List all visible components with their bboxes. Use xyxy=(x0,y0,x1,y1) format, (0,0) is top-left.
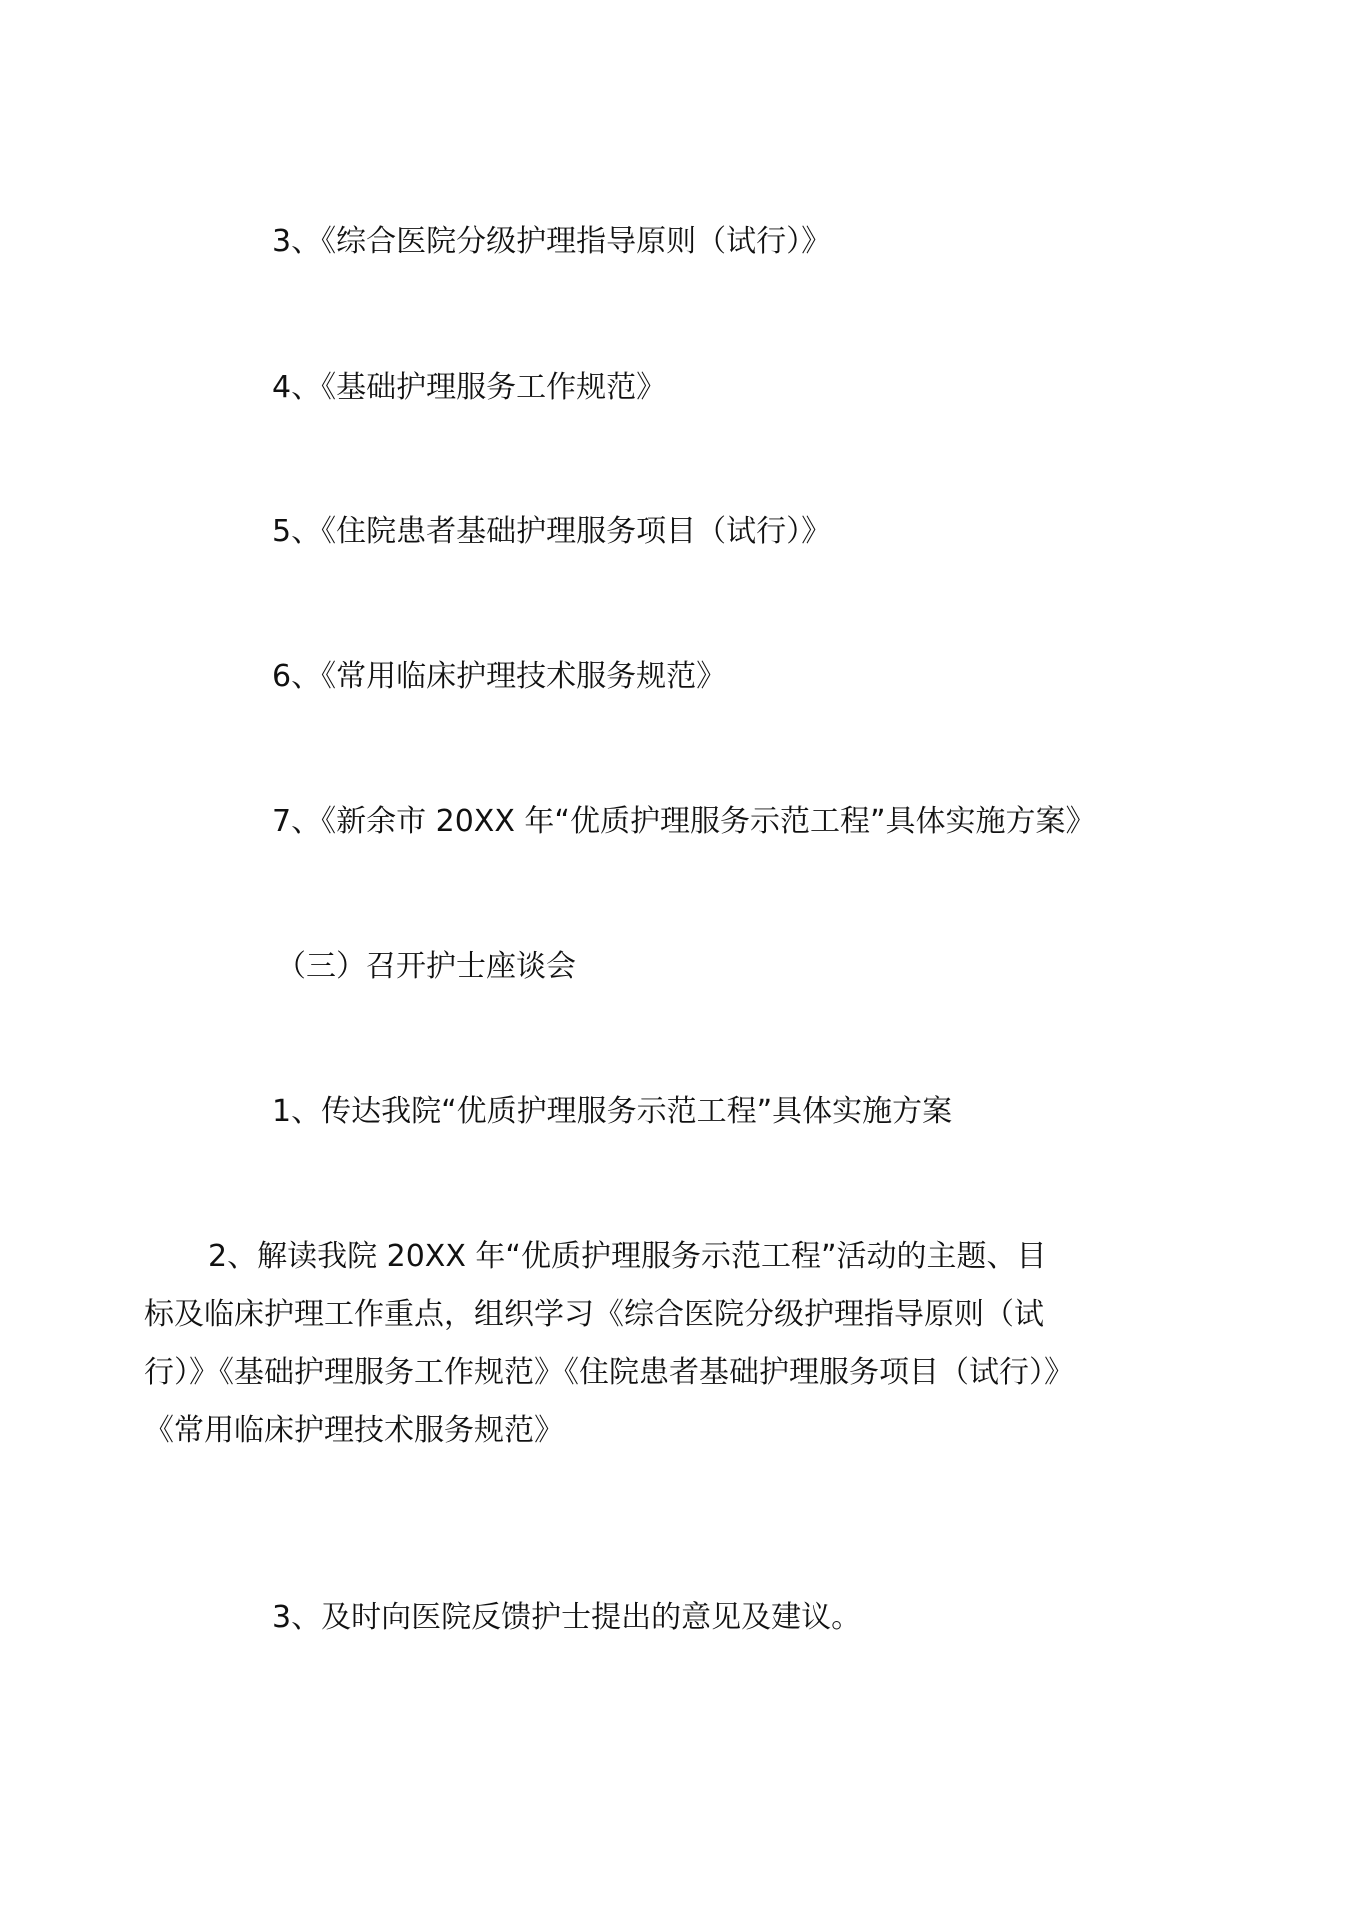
paragraph-line: 《常用临床护理技术服务规范》 xyxy=(144,1413,564,1448)
list-item-basic-care-standards: 4、《基础护理服务工作规范》 xyxy=(272,370,667,405)
paragraph-line: 2、解读我院 20XX 年“优质护理服务示范工程”活动的主题、目 xyxy=(208,1239,1047,1274)
meeting-item-feedback: 3、及时向医院反馈护士提出的意见及建议。 xyxy=(272,1600,862,1635)
list-item-clinical-tech-standards: 6、《常用临床护理技术服务规范》 xyxy=(272,659,727,694)
list-item-xinyu-implementation-plan: 7、《新余市 20XX 年“优质护理服务示范工程”具体实施方案》 xyxy=(272,804,1096,839)
paragraph-line: 标及临床护理工作重点，组织学习《综合医院分级护理指导原则（试 xyxy=(144,1297,1044,1332)
section-heading: （三）召开护士座谈会 xyxy=(276,949,576,984)
meeting-item-interpret-theme xyxy=(144,1228,1134,1460)
list-item-inpatient-care-items: 5、《住院患者基础护理服务项目（试行）》 xyxy=(272,514,832,549)
list-item-guideline-principles: 3、《综合医院分级护理指导原则（试行）》 xyxy=(272,224,832,259)
paragraph-line: 行）》《基础护理服务工作规范》《住院患者基础护理服务项目（试行）》 xyxy=(144,1355,1074,1390)
meeting-item-convey-plan: 1、传达我院“优质护理服务示范工程”具体实施方案 xyxy=(272,1094,953,1129)
